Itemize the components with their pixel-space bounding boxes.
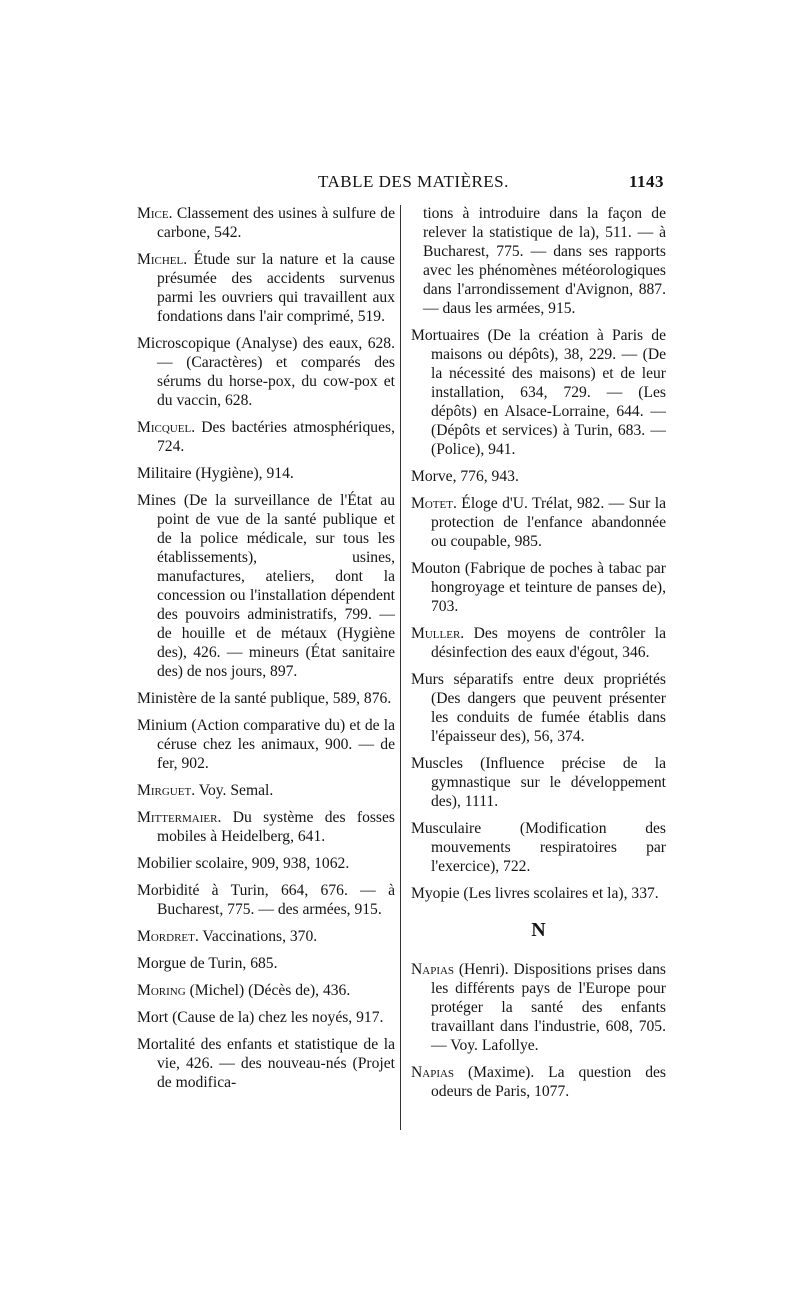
entry-text: Des bactéries atmosphériques, 724. [157, 419, 395, 455]
entry-name: Moring [137, 982, 186, 999]
index-entry [137, 464, 395, 483]
right-column [411, 204, 666, 1109]
entry-text: Mouton (Fabrique de poches à tabac par hongroyage et teinture de panses de), 703. [411, 560, 666, 615]
entry-text: Muscles (Influence précise de la gymnastique sur le développement des), 1111. [411, 755, 666, 810]
index-entry [411, 884, 666, 903]
entry-text: Éloge d'U. Trélat, 982. — Sur la protection de l'enfance abandonnée ou coupable, 985. [431, 495, 666, 550]
entry-text: Étude sur la nature et la cause présumée des accidents survenus parmi les ouvriers qui travaillent aux fondations dans l'air comprimé, 519. [157, 251, 395, 325]
entry-text: Classement des usines à sulfure de carbone, 542. [157, 205, 395, 241]
index-entry [137, 808, 395, 846]
entry-text: Mobilier scolaire, 909, 938, 1062. [137, 855, 350, 872]
index-entry [137, 781, 395, 800]
entry-text: Morgue de Turin, 685. [137, 955, 278, 972]
index-entry [137, 204, 395, 242]
entry-text: Voy. Semal. [198, 782, 274, 799]
index-entry [137, 927, 395, 946]
entry-name: Michel. [137, 251, 188, 268]
index-entry [411, 559, 666, 616]
entry-text: Microscopique (Analyse) des eaux, 628. — (Caractères) et comparés des sérums du horse-pox, du cow-pox et du vaccin, 628. [137, 335, 395, 409]
index-entry [137, 881, 395, 919]
index-entry [137, 418, 395, 456]
index-entry [137, 491, 395, 681]
entry-name: Motet. [411, 495, 457, 512]
entry-text: Du système des fosses mobiles à Heidelberg, 641. [157, 809, 395, 845]
entry-text: Mortalité des enfants et statistique de la vie, 426. — des nouveau-nés (Projet de modifica- [137, 1036, 395, 1091]
entry-text: Mort (Cause de la) chez les noyés, 917. [137, 1009, 384, 1026]
entry-text: Vaccinations, 370. [202, 928, 318, 945]
index-entry [411, 819, 666, 876]
page-number: 1143 [628, 172, 664, 191]
entry-name: Muller. [411, 625, 465, 642]
entry-name: Mordret. [137, 928, 199, 945]
index-entry-continued [411, 204, 666, 318]
column-divider [400, 205, 401, 1130]
index-entry [137, 689, 395, 708]
entry-text: Des moyens de contrôler la désinfection des eaux d'égout, 346. [431, 625, 666, 661]
entry-text: Mortuaires (De la création à Paris de maisons ou dépôts), 38, 229. — (De la nécessité des maisons) et de leur installation, 634, 729. — (Les dépôts) en Alsace-Lorraine, 644. — (Dépôts et services) à Turin, 683. — (Police), 941. [411, 327, 666, 458]
index-entry [137, 1008, 395, 1027]
entry-text: Ministère de la santé publique, 589, 876. [137, 690, 392, 707]
entry-text: (Henri). Dispositions prises dans les différents pays de l'Europe pour protéger la santé des enfants travaillant dans l'industrie, 608, 705. — Voy. Lafollye. [431, 961, 666, 1054]
page-title: TABLE DES MATIÈRES. [318, 172, 509, 191]
index-entry [411, 467, 666, 486]
entry-text: tions à introduire dans la façon de relever la statistique de la), 511. — à Bucharest, 775. — dans ses rapports avec les phénomènes météorologiques dans l'arrondissement d'Avignon, 887. — daus les armées, 915. [423, 205, 666, 317]
entry-name: Napias [411, 1064, 455, 1081]
entry-text: Militaire (Hygiène), 914. [137, 465, 294, 482]
entry-text: Murs séparatifs entre deux propriétés (Des dangers que peuvent présenter les conduits de fumée établis dans l'épaisseur des), 56, 374. [411, 671, 666, 745]
index-entry [411, 670, 666, 746]
entry-name: Mittermaier. [137, 809, 222, 826]
index-entry [137, 954, 395, 973]
entry-name: Micquel. [137, 419, 196, 436]
index-entry [137, 716, 395, 773]
entry-name: Mirguet. [137, 782, 196, 799]
index-entry [137, 981, 395, 1000]
index-entry [137, 1035, 395, 1092]
entry-name: Napias [411, 961, 455, 978]
entry-text: Myopie (Les livres scolaires et la), 337. [411, 885, 659, 902]
entry-text: Mines (De la surveillance de l'État au point de vue de la santé publique et de la police médicale, sur tous les établissements), usines, manufactures, ateliers, dont la concession ou l'installation dépendent des pouvoirs administratifs, 799. — de houille et de métaux (Hygiène des), 426. — mineurs (État sanitaire des) de nos jours, 897. [137, 492, 395, 680]
index-entry [137, 334, 395, 410]
index-entry [411, 960, 666, 1055]
section-letter-heading: N [531, 919, 546, 941]
entry-text: Morbidité à Turin, 664, 676. — à Bucharest, 775. — des armées, 915. [137, 882, 395, 918]
entry-name: Mice. [137, 205, 173, 222]
index-entry [411, 494, 666, 551]
entry-text: (Maxime). La question des odeurs de Paris, 1077. [431, 1064, 666, 1100]
left-column [137, 204, 395, 1100]
entry-text: (Michel) (Décès de), 436. [189, 982, 351, 999]
entry-text: Minium (Action comparative du) et de la céruse chez les animaux, 900. — de fer, 902. [137, 717, 395, 772]
index-entry [411, 1063, 666, 1101]
index-entry [411, 326, 666, 459]
index-entry [411, 624, 666, 662]
index-entry [137, 250, 395, 326]
entry-text: Musculaire (Modification des mouvements respiratoires par l'exercice), 722. [411, 820, 666, 875]
index-entry [137, 854, 395, 873]
index-entry [411, 754, 666, 811]
entry-text: Morve, 776, 943. [411, 468, 519, 485]
